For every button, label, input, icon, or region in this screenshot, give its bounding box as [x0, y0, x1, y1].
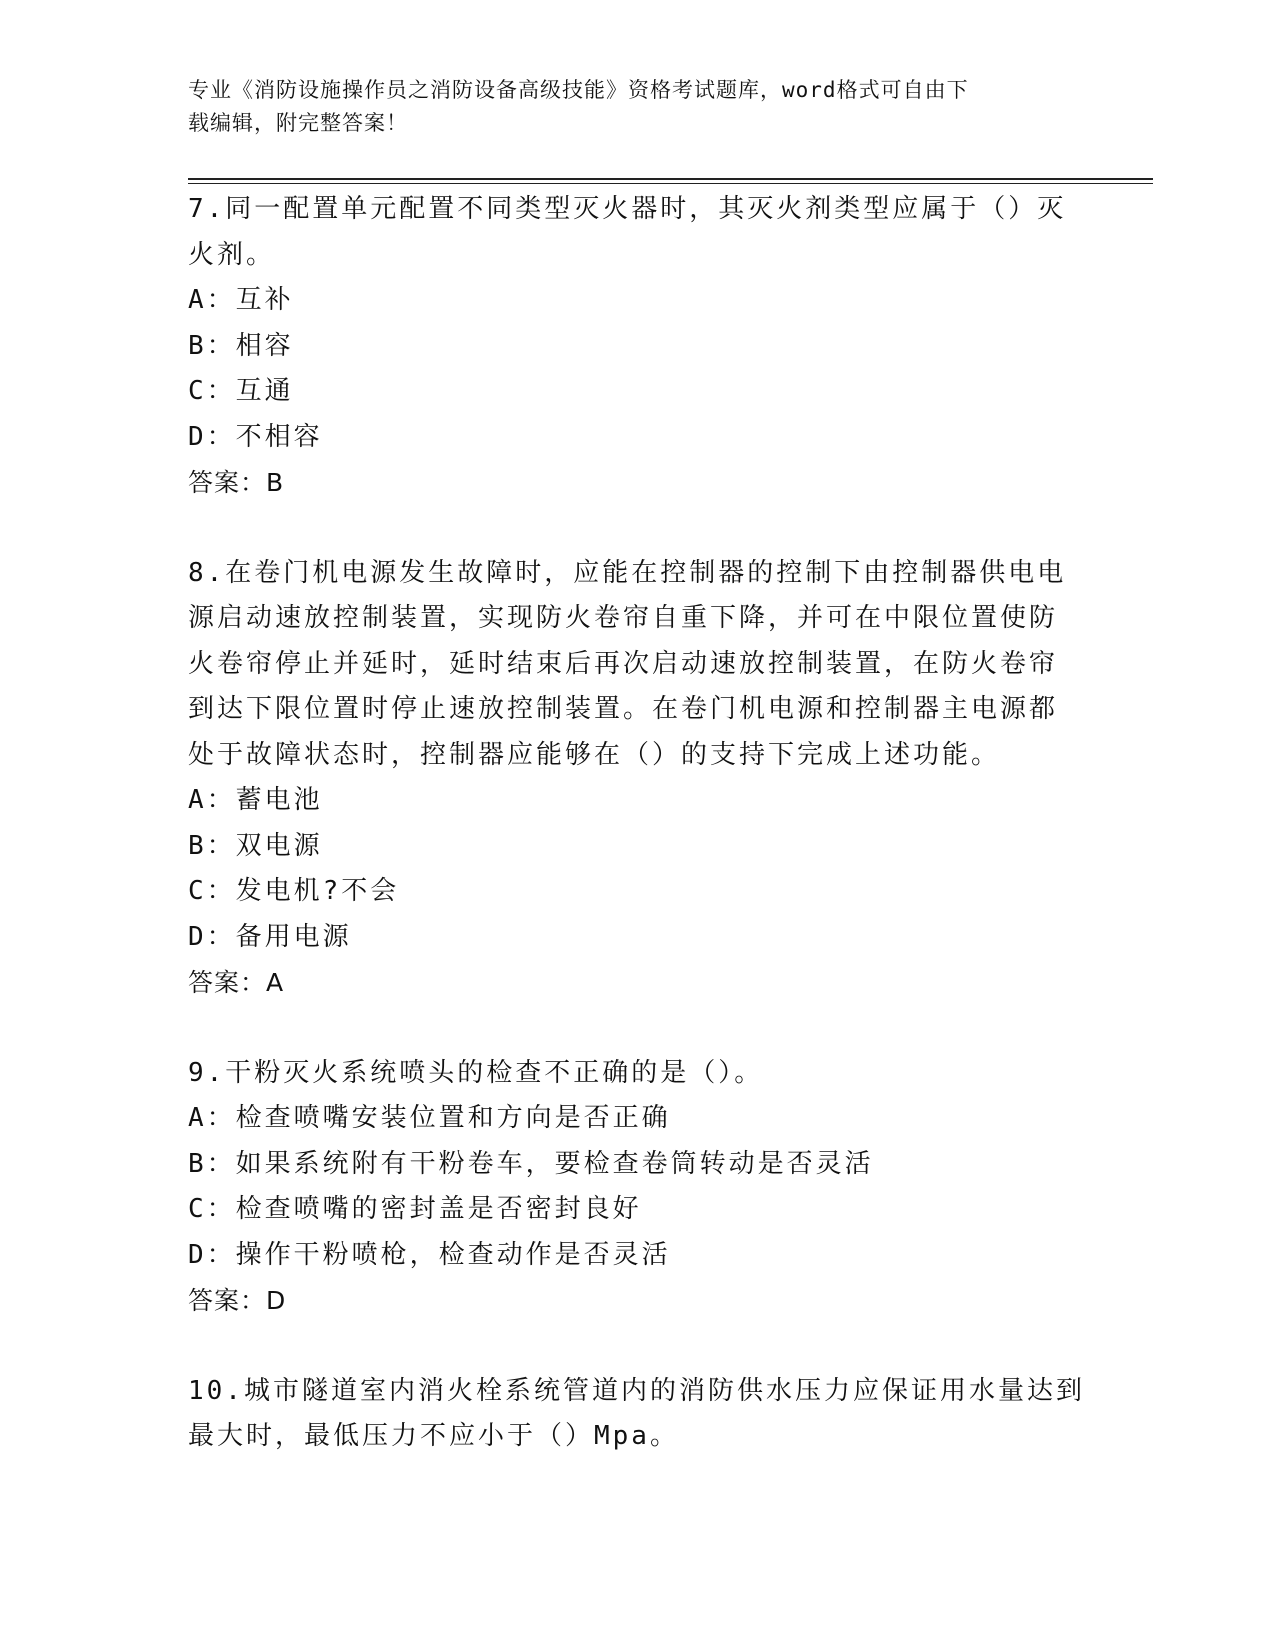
- question-text: 最大时，最低压力不应小于（）Mpa。: [188, 1421, 679, 1451]
- document-header: [188, 74, 1088, 140]
- question-8: [188, 551, 1088, 1006]
- question-list: [188, 187, 1088, 1460]
- option-a: A：检查喷嘴安装位置和方向是否正确: [188, 1103, 671, 1133]
- option-b: B：相容: [188, 330, 294, 361]
- question-9: [188, 1051, 1088, 1324]
- answer-line: 答案：D: [188, 1286, 287, 1315]
- question-text: 火剂。: [188, 239, 276, 270]
- option-d: D：操作干粉喷枪，检查动作是否灵活: [188, 1239, 671, 1270]
- option-b: B：如果系统附有干粉卷车，要检查卷筒转动是否灵活: [188, 1148, 874, 1179]
- option-c: C：互通: [188, 376, 294, 406]
- header-line-1: 专业《消防设施操作员之消防设备高级技能》资格考试题库，word格式可自由下: [188, 78, 969, 102]
- option-a: A：互补: [188, 285, 294, 315]
- question-spacer: [188, 506, 1088, 551]
- option-a: A：蓄电池: [188, 785, 323, 815]
- question-text: 9.干粉灭火系统喷头的检查不正确的是（）。: [188, 1057, 764, 1088]
- question-text: 7.同一配置单元配置不同类型灭火器时，其灭火剂类型应属于（）灭: [188, 194, 1067, 224]
- answer-line: 答案：A: [188, 968, 285, 997]
- question-text: 8.在卷门机电源发生故障时，应能在控制器的控制下由控制器供电电: [188, 557, 1067, 588]
- option-c: C：发电机?不会: [188, 876, 400, 906]
- question-10: [188, 1369, 1088, 1460]
- header-line-2: 载编辑，附完整答案！: [188, 111, 408, 135]
- question-text: 10.城市隧道室内消火栓系统管道内的消防供水压力应保证用水量达到: [188, 1375, 1085, 1406]
- option-d: D：不相容: [188, 421, 323, 452]
- question-text: 源启动速放控制装置，实现防火卷帘自重下降，并可在中限位置使防: [188, 603, 1059, 633]
- question-text: 处于故障状态时，控制器应能够在（）的支持下完成上述功能。: [188, 739, 1001, 770]
- header-rule-thin: [188, 183, 1153, 184]
- header-rule-thick: [188, 178, 1153, 180]
- option-c: C：检查喷嘴的密封盖是否密封良好: [188, 1194, 642, 1224]
- question-text: 到达下限位置时停止速放控制装置。在卷门机电源和控制器主电源都: [188, 694, 1059, 724]
- option-d: D：备用电源: [188, 921, 352, 952]
- option-b: B：双电源: [188, 830, 323, 861]
- question-text: 火卷帘停止并延时，延时结束后再次启动速放控制装置，在防火卷帘: [188, 648, 1059, 679]
- answer-line: 答案：B: [188, 468, 285, 497]
- question-spacer: [188, 1324, 1088, 1369]
- question-spacer: [188, 1006, 1088, 1051]
- question-7: [188, 187, 1088, 506]
